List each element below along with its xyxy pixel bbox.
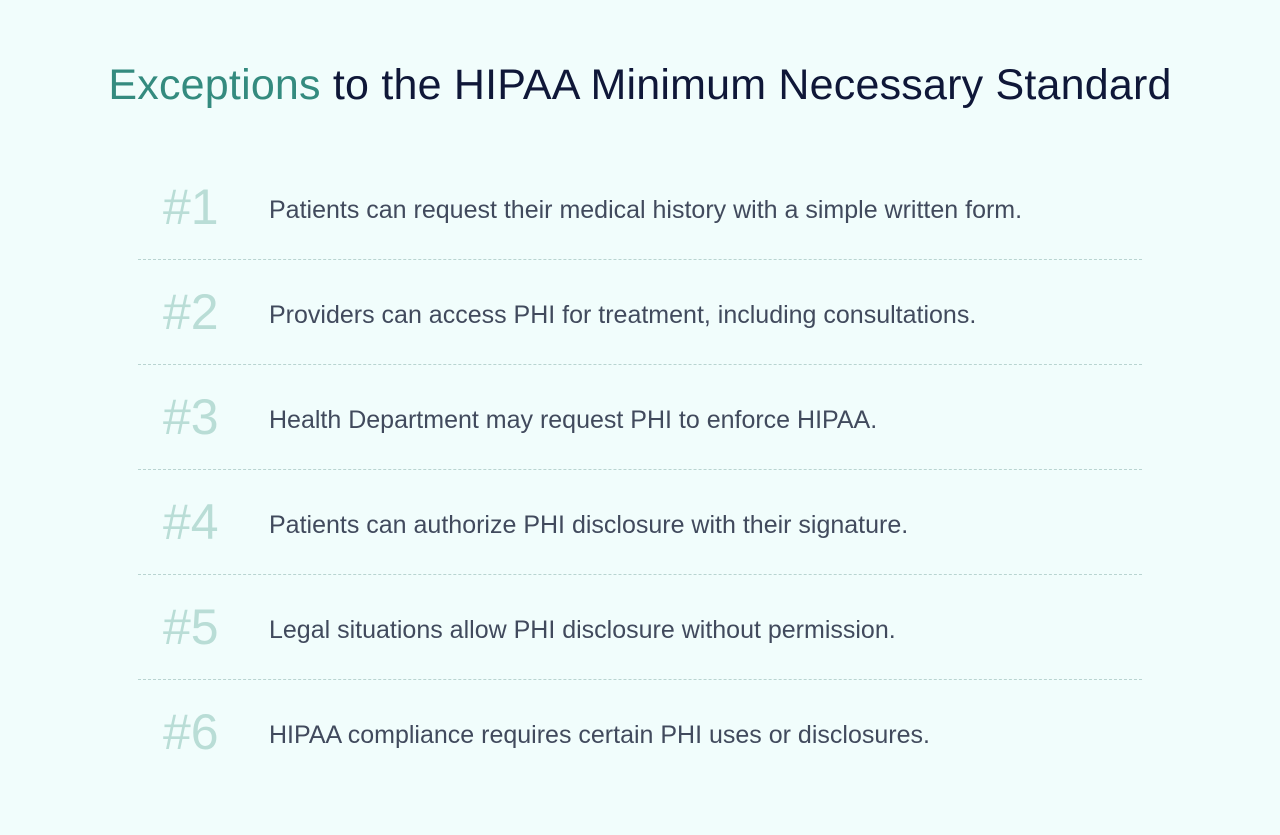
item-number: #1 bbox=[163, 179, 219, 235]
page-title bbox=[0, 58, 1280, 112]
item-text: Patients can authorize PHI disclosure with their signature. bbox=[269, 511, 909, 539]
item-text: HIPAA compliance requires certain PHI uses or disclosures. bbox=[269, 721, 930, 749]
item-text: Legal situations allow PHI disclosure without permission. bbox=[269, 616, 896, 644]
list-item bbox=[138, 155, 1142, 260]
item-number: #6 bbox=[163, 704, 219, 760]
item-number: #2 bbox=[163, 284, 219, 340]
item-number: #3 bbox=[163, 389, 219, 445]
list-item bbox=[138, 260, 1142, 365]
item-number: #4 bbox=[163, 494, 219, 550]
item-text: Health Department may request PHI to enforce HIPAA. bbox=[269, 406, 878, 434]
list-item bbox=[138, 470, 1142, 575]
list-item bbox=[138, 575, 1142, 680]
title-rest: to the HIPAA Minimum Necessary Standard bbox=[332, 61, 1172, 109]
list-item bbox=[138, 365, 1142, 470]
item-text: Providers can access PHI for treatment, including consultations. bbox=[269, 301, 977, 329]
title-accent: Exceptions bbox=[108, 61, 321, 109]
item-text: Patients can request their medical history with a simple written form. bbox=[269, 196, 1023, 224]
list-item bbox=[138, 680, 1142, 785]
item-number: #5 bbox=[163, 599, 219, 655]
exceptions-list bbox=[138, 155, 1142, 785]
